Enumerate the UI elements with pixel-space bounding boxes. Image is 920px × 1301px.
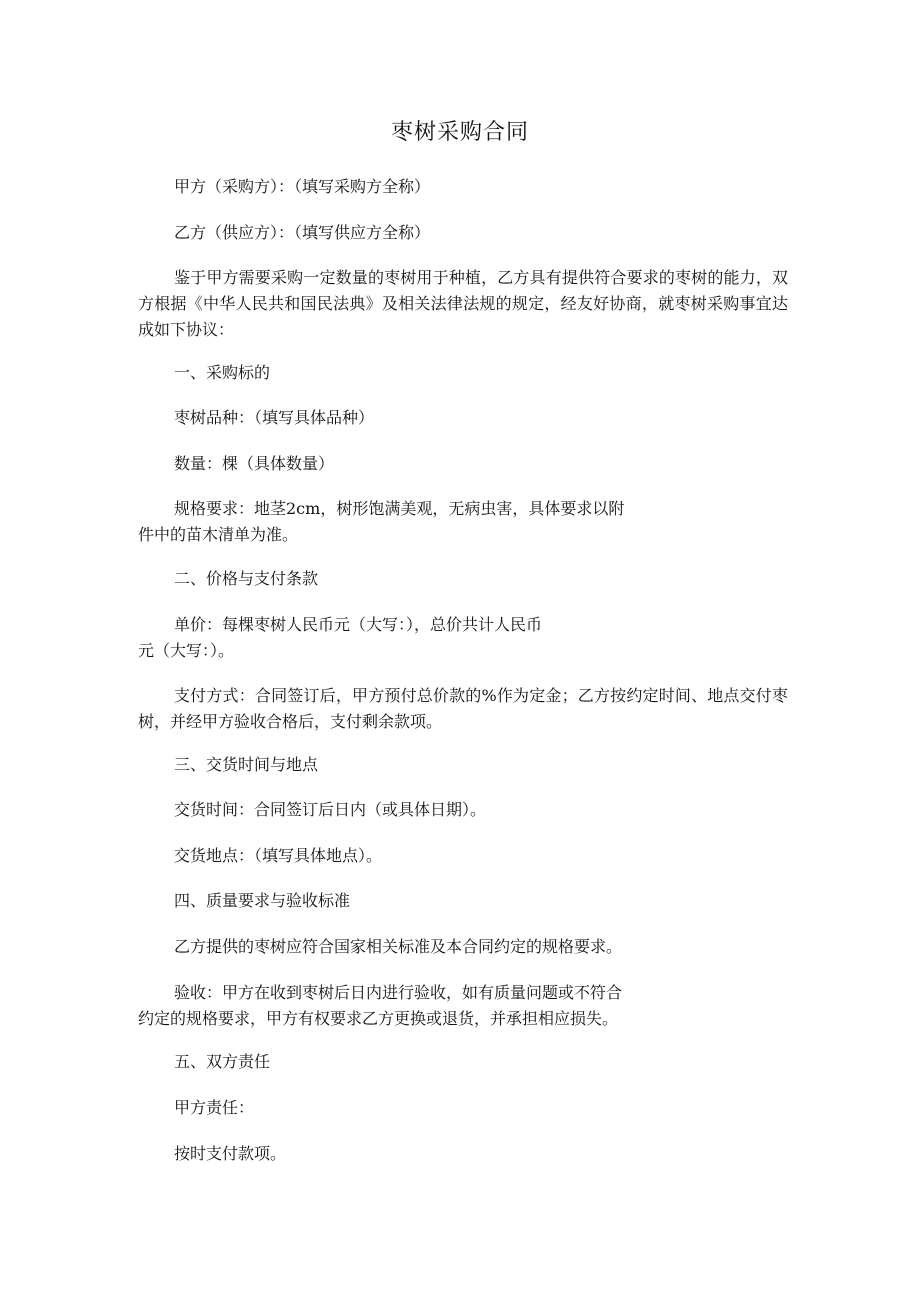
price-line-1: 单价：每棵枣树人民币元（大写：），总价共计人民币 xyxy=(174,615,543,634)
section-2-heading: 二、价格与支付条款 xyxy=(174,569,319,588)
quality-standard-line: 乙方提供的枣树应符合国家相关标准及本合同约定的规格要求。 xyxy=(174,937,623,956)
acceptance-line-1: 验收：甲方在收到枣树后日内进行验收，如有质量问题或不符合 xyxy=(174,983,623,1002)
section-1-heading: 一、采购标的 xyxy=(174,363,271,382)
specification-line-2: 件中的苗木清单为准。 xyxy=(138,525,299,544)
section-4-heading: 四、质量要求与验收标准 xyxy=(174,891,351,910)
specification-line-1: 规格要求：地茎2cm，树形饱满美观，无病虫害，具体要求以附 xyxy=(174,499,625,518)
price-paragraph xyxy=(138,612,788,664)
party-a-duty-heading: 甲方责任： xyxy=(174,1098,255,1117)
payment-paragraph: 支付方式：合同签订后，甲方预付总价款的%作为定金；乙方按约定时间、地点交付枣树，并经甲方验收合格后，支付剩余款项。 xyxy=(138,686,788,731)
section-5-heading: 五、双方责任 xyxy=(174,1052,271,1071)
section-3-heading: 三、交货时间与地点 xyxy=(174,755,319,774)
delivery-time-line: 交货时间：合同签订后日内（或具体日期）。 xyxy=(174,800,487,819)
document-title: 枣树采购合同 xyxy=(390,120,529,145)
acceptance-line-2: 约定的规格要求，甲方有权要求乙方更换或退货，并承担相应损失。 xyxy=(138,1009,619,1028)
acceptance-paragraph xyxy=(138,980,788,1032)
party-b-line: 乙方（供应方）：（填写供应方全称） xyxy=(174,223,431,242)
party-a-line: 甲方（采购方）：（填写采购方全称） xyxy=(174,177,431,196)
price-line-2: 元（大写：）。 xyxy=(138,641,235,660)
tree-variety-line: 枣树品种：（填写具体品种） xyxy=(174,408,375,427)
delivery-place-line: 交货地点：（填写具体地点）。 xyxy=(174,846,383,865)
party-a-duty-item: 按时支付款项。 xyxy=(174,1144,287,1163)
specification-paragraph xyxy=(138,496,788,548)
preamble-paragraph: 鉴于甲方需要采购一定数量的枣树用于种植，乙方具有提供符合要求的枣树的能力，双方根据《中华人民共和国民法典》及相关法律法规的规定，经友好协商，就枣树采购事宜达成如下协议： xyxy=(138,268,788,339)
quantity-line: 数量：棵（具体数量） xyxy=(174,454,335,473)
